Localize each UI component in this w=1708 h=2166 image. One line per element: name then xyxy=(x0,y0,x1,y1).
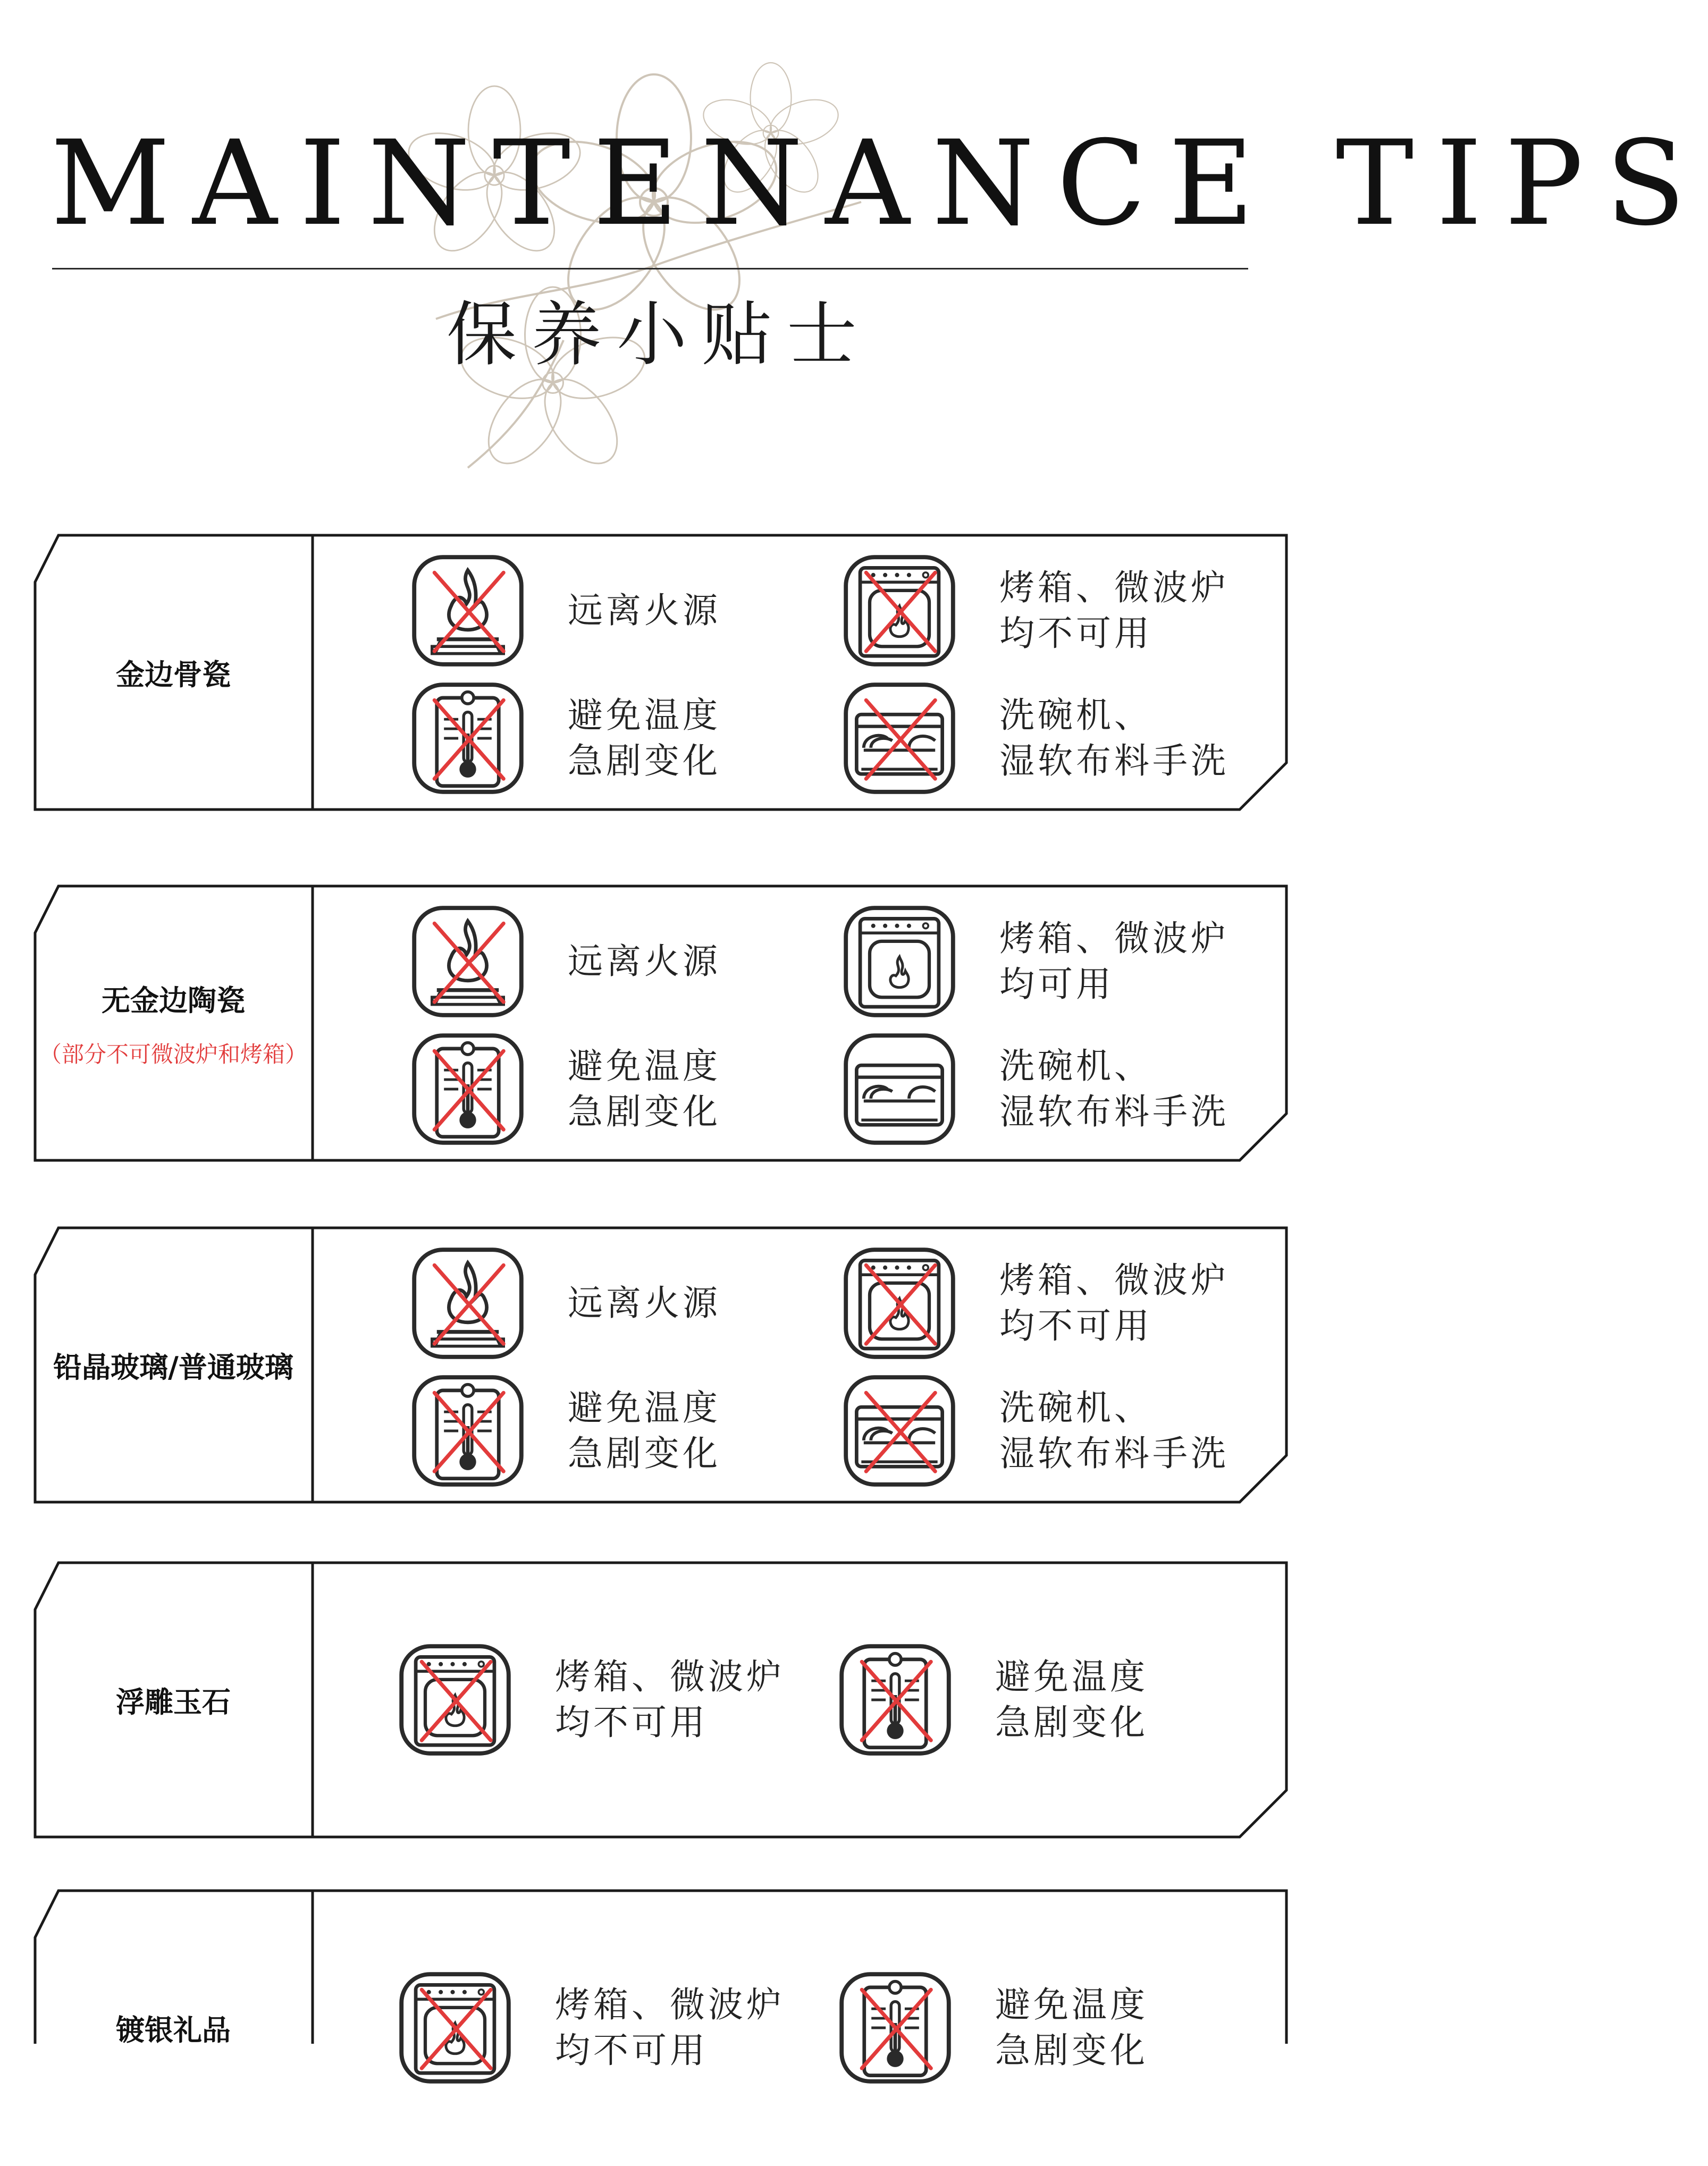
care-item xyxy=(840,679,1276,798)
care-panel xyxy=(0,885,1318,1161)
category-note: （部分不可微波炉和烤箱） xyxy=(39,1041,307,1067)
dishwasher-icon xyxy=(840,1371,959,1490)
item-line-1: 远离火源 xyxy=(568,941,721,982)
care-item xyxy=(836,1640,1272,1759)
item-line-1: 烤箱、微波炉 xyxy=(999,1260,1229,1301)
category-cell xyxy=(34,1890,313,2166)
item-line-1: 烤箱、微波炉 xyxy=(555,1656,785,1697)
care-item xyxy=(408,902,844,1021)
item-line-2: 湿软布料手洗 xyxy=(999,1091,1229,1132)
oven-microwave-icon xyxy=(396,1968,515,2087)
campfire-icon xyxy=(408,1244,527,1363)
care-item xyxy=(396,1968,831,2087)
category-name: 铅晶玻璃/普通玻璃 xyxy=(53,1350,293,1384)
category-cell xyxy=(34,534,313,811)
item-line-1: 烤箱、微波炉 xyxy=(555,1984,785,2025)
item-line-1: 洗碗机、 xyxy=(999,1046,1152,1086)
care-panel xyxy=(0,1890,1318,2166)
campfire-icon xyxy=(408,902,527,1021)
item-line-1: 烤箱、微波炉 xyxy=(999,567,1229,608)
oven-microwave-icon xyxy=(396,1640,515,1759)
care-panel xyxy=(0,1562,1318,1838)
thermometer-icon xyxy=(408,1371,527,1490)
care-item xyxy=(396,1640,831,1759)
item-line-2: 均不可用 xyxy=(555,1702,708,1743)
item-line-2: 急剧变化 xyxy=(995,2030,1148,2071)
category-name: 金边骨瓷 xyxy=(116,658,231,692)
dishwasher-icon xyxy=(840,679,959,798)
care-item xyxy=(840,1030,1276,1149)
item-line-1: 洗碗机、 xyxy=(999,1387,1152,1428)
category-name: 无金边陶瓷 xyxy=(102,983,245,1017)
item-line-1: 远离火源 xyxy=(568,1283,721,1324)
item-line-1: 避免温度 xyxy=(995,1656,1148,1697)
thermometer-icon xyxy=(836,1640,955,1759)
care-item xyxy=(840,902,1276,1021)
page-title-chinese: 保养小贴士 xyxy=(447,294,872,376)
item-line-2: 均不可用 xyxy=(555,2030,708,2071)
item-line-2: 均不可用 xyxy=(999,1305,1152,1346)
campfire-icon xyxy=(408,551,527,670)
item-line-2: 急剧变化 xyxy=(568,1091,721,1132)
care-item xyxy=(836,1968,1272,2087)
item-line-2: 急剧变化 xyxy=(568,1433,721,1474)
care-item xyxy=(840,551,1276,670)
thermometer-icon xyxy=(408,1030,527,1149)
item-line-1: 避免温度 xyxy=(995,1984,1148,2025)
category-name: 浮雕玉石 xyxy=(116,1685,231,1719)
item-line-2: 急剧变化 xyxy=(995,1702,1148,1743)
item-line-1: 避免温度 xyxy=(568,695,721,736)
thermometer-icon xyxy=(836,1968,955,2087)
thermometer-icon xyxy=(408,679,527,798)
floral-decoration xyxy=(404,43,882,500)
care-panel xyxy=(0,534,1318,811)
item-line-2: 急剧变化 xyxy=(568,740,721,781)
item-line-1: 烤箱、微波炉 xyxy=(999,918,1229,959)
dishwasher-icon xyxy=(840,1030,959,1149)
oven-microwave-icon xyxy=(840,902,959,1021)
category-cell xyxy=(34,885,313,1161)
item-line-2: 湿软布料手洗 xyxy=(999,1433,1229,1474)
category-cell xyxy=(34,1227,313,1503)
item-line-2: 均可用 xyxy=(999,964,1114,1005)
oven-microwave-icon xyxy=(840,551,959,670)
item-line-2: 均不可用 xyxy=(999,613,1152,654)
oven-microwave-icon xyxy=(840,1244,959,1363)
care-panel xyxy=(0,1227,1318,1503)
care-item xyxy=(408,551,844,670)
care-item xyxy=(408,1030,844,1149)
care-item xyxy=(408,679,844,798)
category-name: 镀银礼品 xyxy=(116,2013,231,2047)
item-line-1: 避免温度 xyxy=(568,1387,721,1428)
item-line-1: 洗碗机、 xyxy=(999,695,1152,736)
care-item xyxy=(408,1244,844,1363)
care-item xyxy=(840,1371,1276,1490)
category-cell xyxy=(34,1562,313,1838)
care-item xyxy=(408,1371,844,1490)
care-item xyxy=(840,1244,1276,1363)
page-title-english: MAINTENANCE TIPS xyxy=(51,115,1708,251)
title-divider xyxy=(52,268,1248,269)
item-line-1: 避免温度 xyxy=(568,1046,721,1086)
item-line-1: 远离火源 xyxy=(568,590,721,631)
item-line-2: 湿软布料手洗 xyxy=(999,740,1229,781)
